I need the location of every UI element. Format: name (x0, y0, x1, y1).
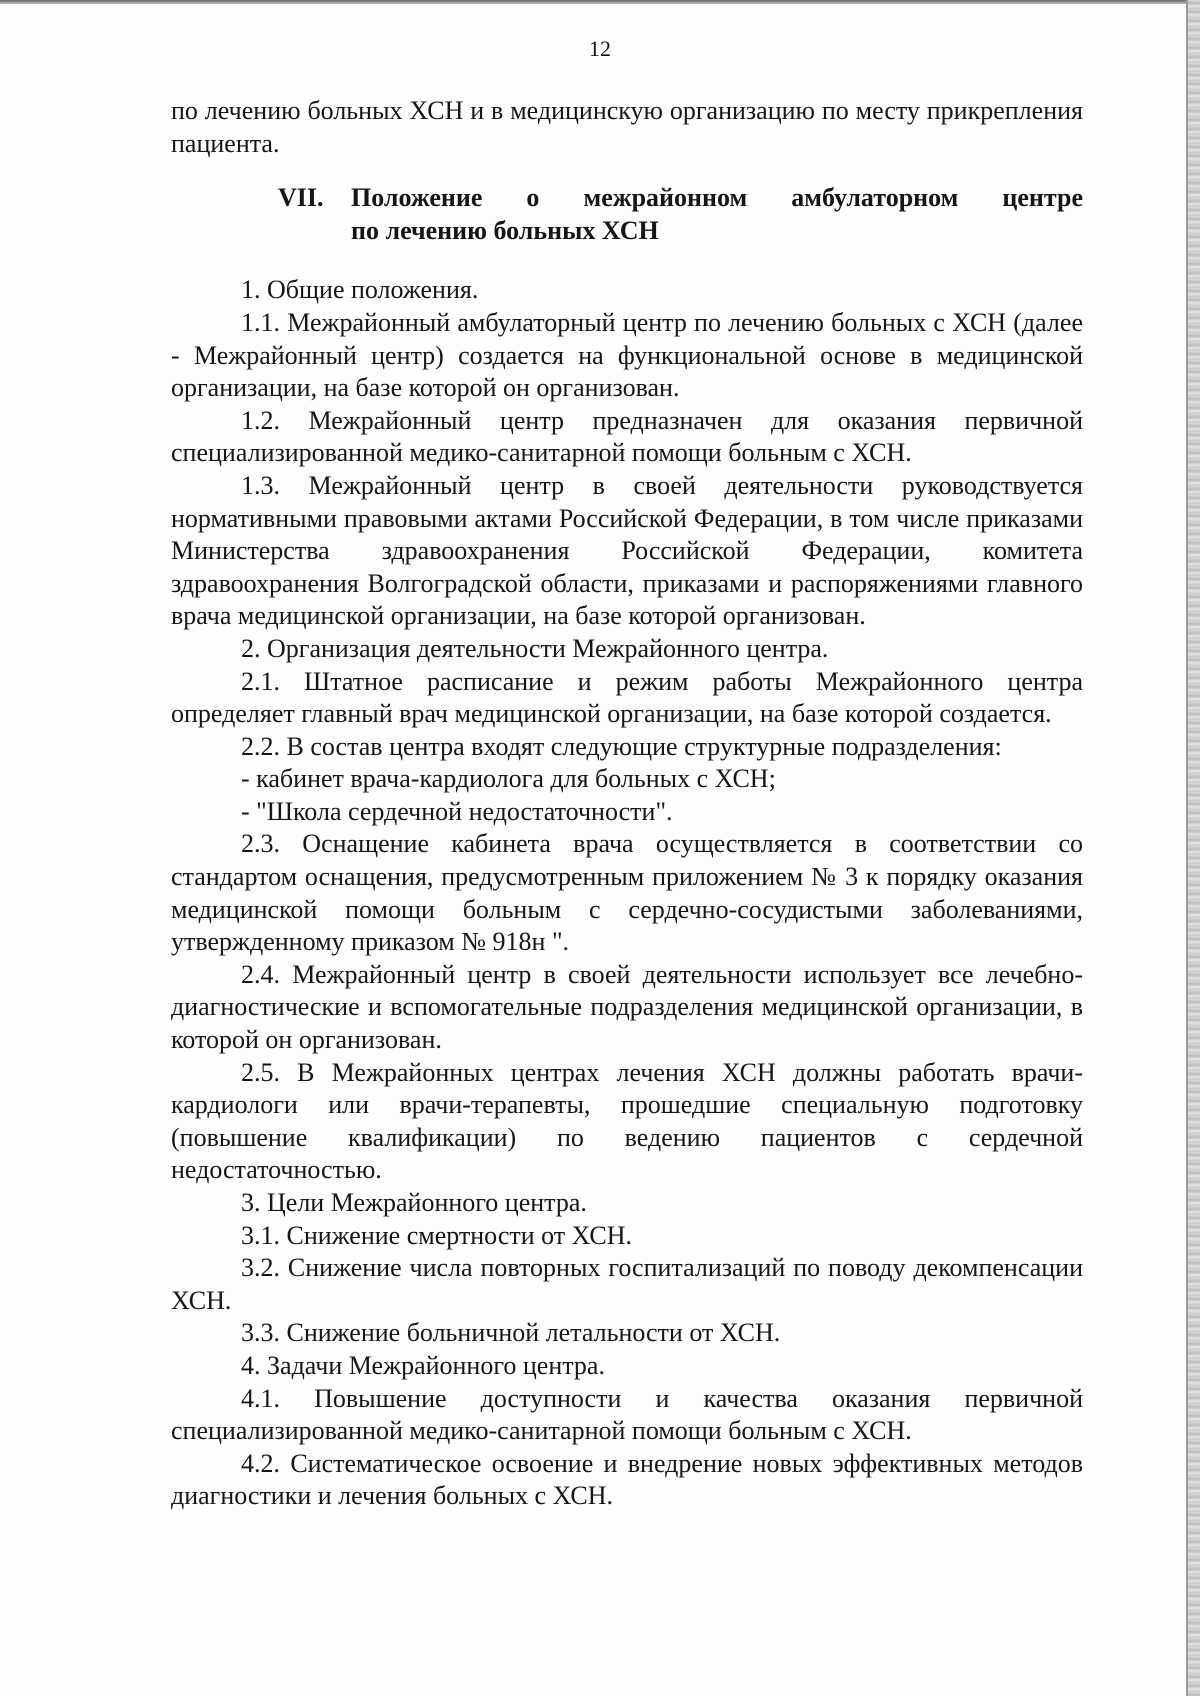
section-title (351, 182, 1083, 247)
section-number: VII. (278, 183, 324, 213)
paragraph-2: 2. Организация деятельности Межрайонного центра. (241, 633, 829, 663)
list-item: - "Школа сердечной недостаточности". (241, 796, 673, 826)
paragraph-1: 1. Общие положения. (241, 275, 479, 305)
section-title-line2: по лечению больных ХСН (351, 215, 659, 245)
scan-edge-right (1186, 0, 1200, 1696)
intro-paragraph: по лечению больных ХСН и в медицинскую организацию по месту прикрепления пациента. (171, 96, 1083, 158)
paragraph-3-3: 3.3. Снижение больничной летальности от ХСН. (241, 1318, 781, 1348)
paragraph-1-3: 1.3. Межрайонный центр в своей деятельности руководствуется нормативными правовыми актами Российской Федерации, в том числе приказами Министерства здравоохранения Российской Федерации, комитета здравоохранения Волгоградской области, приказами и распоряжениями главного врача медицинской организации, на базе которой организован. (171, 470, 1083, 631)
paragraph-3: 3. Цели Межрайонного центра. (241, 1188, 587, 1217)
section-heading (171, 182, 1083, 247)
paragraph-3-1: 3.1. Снижение смертности от ХСН. (241, 1220, 633, 1250)
list-item: - кабинет врача-кардиолога для больных с ХСН; (241, 764, 776, 794)
paragraph-2-2: 2.2. В состав центра входят следующие структурные подразделения: (241, 731, 1002, 761)
paragraph-4-1: 4.1. Повышение доступности и качества оказания первичной специализированной медико-санитарной помощи больным с ХСН. (171, 1383, 1083, 1446)
paragraph-4: 4. Задачи Межрайонного центра. (241, 1350, 605, 1380)
paragraph-2-5: 2.5. В Межрайонных центрах лечения ХСН должны работать врачи-кардиологи или врачи-терапевты, прошедшие специальную подготовку (повышение квалификации) по ведению пациентов с сердечной недостаточностью. (171, 1057, 1083, 1185)
paragraph-4-2: 4.2. Систематическое освоение и внедрение новых эффективных методов диагностики и лечения больных с ХСН. (171, 1448, 1083, 1511)
scan-edge-top (0, 0, 1200, 4)
paragraph-2-3: 2.3. Оснащение кабинета врача осуществляется в соответствии со стандартом оснащения, предусмотренным приложением № 3 к порядку оказания медицинской помощи больным с сердечно-сосудистыми заболеваниями, утвержденному приказом № 918н ". (171, 829, 1083, 957)
page-number: 12 (589, 36, 611, 61)
paragraph-3-2: 3.2. Снижение числа повторных госпитализаций по поводу декомпенсации ХСН. (171, 1253, 1083, 1315)
paragraph-2-4: 2.4. Межрайонный центр в своей деятельности использует все лечебно-диагностические и вспомогательные подразделения медицинской организации, в которой он организован. (171, 959, 1083, 1055)
section-title-line1: Положение о межрайонном амбулаторном центре (351, 183, 1083, 213)
document-body (171, 95, 1083, 1513)
paragraph-2-1: 2.1. Штатное расписание и режим работы Межрайонного центра определяет главный врач медицинской организации, на базе которой создается. (171, 666, 1083, 729)
paragraph-1-1: 1.1. Межрайонный амбулаторный центр по лечению больных с ХСН (далее - Межрайонный центр) создается на функциональной основе в медицинской организации, на базе которой он организован. (171, 307, 1083, 403)
paragraph-1-2: 1.2. Межрайонный центр предназначен для оказания первичной специализированной медико-санитарной помощи больным с ХСН. (171, 405, 1083, 468)
